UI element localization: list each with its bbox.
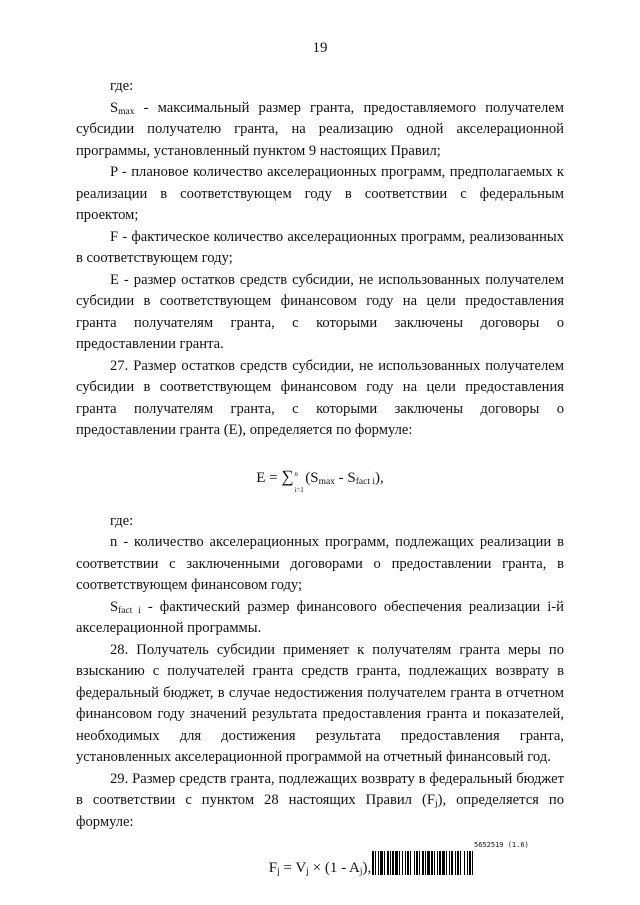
document-code: 5652519 (1.6) [474,841,529,849]
formula-e-open: (S [305,469,319,486]
paragraph-29-sub: j [434,799,438,809]
sum-sign: ∑ [281,466,294,486]
sfact-subscript: fact i [118,605,141,616]
sum-symbol [281,466,304,494]
formula-e [76,466,564,494]
barcode [372,851,568,875]
smax-description: - максимальный размер гранта, предоставляемого получателем субсидии получателю гранта, на реализацию одной акселерационной программы, установленный пунктом 9 настоящих Правил; [76,99,564,159]
formula-fj-v-sub: j [306,867,309,877]
definition-p: P - плановое количество акселерационных программ, предполагаемых к реализации в соответствующем году в соответствии с федеральным проектом; [76,164,564,223]
paragraph-27: 27. Размер остатков средств субсидии, не использованных получателем субсидии в соответствующем финансовом году на цели предоставления гранта получателям гранта, с которыми заключены договоры о предоставлении гранта (E), определяется по формуле: [76,357,564,438]
where-label-2: где: [110,512,134,529]
definition-e: E - размер остатков средств субсидии, не использованных получателем субсидии в соответствующем финансовом году на цели предоставления гранта получателям гранта, с которыми заключены договоры о предоставлении гранта. [76,271,564,352]
formula-e-lhs: E = [256,469,278,486]
sfact-symbol: S [110,598,119,615]
paragraph-29-tail: ), определяется по формуле: [76,792,564,830]
formula-fj-v: = V [279,860,307,876]
paragraph-29-text: 29. Размер средств гранта, подлежащих возврату в федеральный бюджет в соответствии с пунктом 28 настоящих Правил (F [76,770,564,808]
where-label-1: где: [110,78,134,94]
sum-lower-limit: i=1 [294,485,304,494]
formula-e-minus: - S [334,469,356,486]
formula-fj-end: ), [362,860,372,876]
paragraph-28: 28. Получатель субсидии применяет к получателям гранта меры по взысканию с получателей гранта средств гранта, подлежащих возврату в федеральный бюджет, в случае недостижения получателем гранта в отчетном финансовом году значений результата предоставления гранта и показателей, необходимых для достижения результата предоставления гранта, установленных акселерационной программой на отчетный финансовый год. [76,641,564,765]
definition-f: F - фактическое количество акселерационных программ, реализованных в соответствующем году; [76,228,564,266]
smax-subscript: max [118,106,135,117]
formula-fj-mid: × (1 - A [308,860,360,876]
formula-e-close: ), [375,469,384,486]
definition-sfact [76,597,564,640]
formula-fj-f-sub: j [277,867,280,877]
formula-e-smax-sub: max [318,476,335,487]
sum-upper-limit: n [294,469,298,478]
definition-n: n - количество акселерационных программ, подлежащих реализации в соответствии с заключенными договорами о предоставлении гранта, в соответствующем финансовом году; [76,534,564,593]
formula-fj-a-sub: j [359,867,363,877]
barcode-stripe [473,851,475,875]
definition-smax [76,98,564,163]
formula-e-sfact-sub: fact i [355,476,376,487]
document-body [76,76,564,901]
paragraph-29 [76,769,564,834]
sfact-description: - фактический размер финансового обеспечения реализации i-й акселерационной программы. [76,598,564,636]
page-number: 19 [312,40,328,56]
smax-symbol: S [110,99,119,116]
formula-fj-f: F [268,860,278,876]
